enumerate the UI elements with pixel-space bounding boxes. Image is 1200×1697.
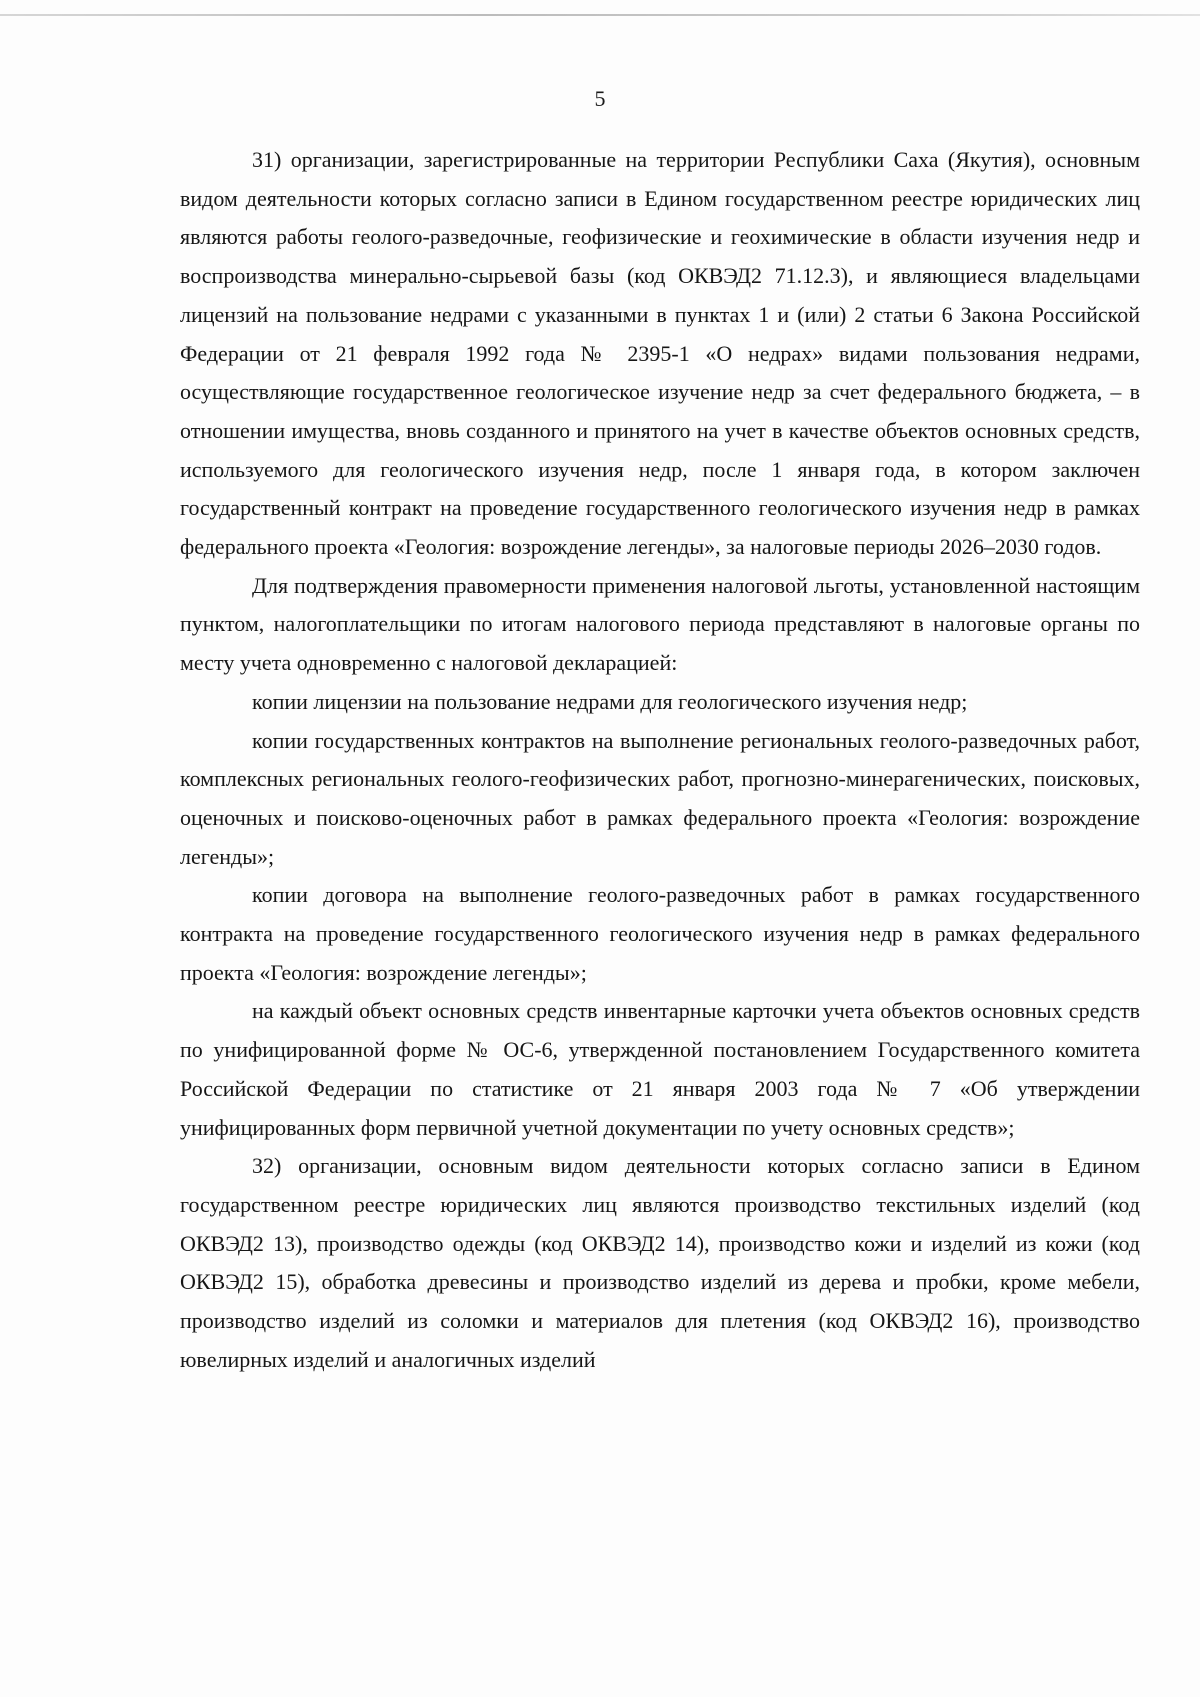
- paragraph-license-copies: копии лицензии на пользование недрами для геологического изучения недр;: [252, 688, 968, 714]
- paragraph-inventory-cards: на каждый объект основных средств инвентарные карточки учета объектов основных средств по унифицированной форме № ОС-6, утвержденной постановлением Государственного комитета Российской Федерации по статистике от 21 января 2003 года № 7 «Об утверждении унифицированных форм первичной учетной документации по учету основных средств»;: [180, 998, 1140, 1140]
- paragraph-confirmation: Для подтверждения правомерности применения налоговой льготы, установленной настоящим пунктом, налогоплательщики по итогам налогового периода представляют в налоговые органы по месту учета одновременно с налоговой декларацией:: [180, 572, 1140, 676]
- paragraph-contract-copies: копии государственных контрактов на выполнение региональных геолого-разведочных работ, комплексных региональных геолого-геофизических работ, прогнозно-минерагенических, поисковых, оценочных и поисково-оценочных работ в рамках федерального проекта «Геология: возрождение легенды»;: [180, 727, 1140, 869]
- paragraph-agreement-copies: копии договора на выполнение геолого-разведочных работ в рамках государственного контракта на проведение государственного геологического изучения недр в рамках федерального проекта «Геология: возрождение легенды»;: [180, 882, 1140, 985]
- paragraph-item-31: 31) организации, зарегистрированные на территории Республики Саха (Якутия), основным видом деятельности которых согласно записи в Едином государственном реестре юридических лиц являются работы геолого-разведочные, геофизические и геохимические в области изучения недр и воспроизводства минерально-сырьевой базы (код ОКВЭД2 71.12.3), и являющиеся владельцами лицензий на пользование недрами с указанными в пунктах 1 и (или) 2 статьи 6 Закона Российской Федерации от 21 февраля 1992 года № 2395-1 «О недрах» видами пользования недрами, осуществляющие государственное геологическое изучение недр за счет федерального бюджета, – в отношении имущества, вновь созданного и принятого на учет в качестве объектов основных средств, используемого для геологического изучения недр, после 1 января года, в котором заключен государственный контракт на проведение государственного геологического изучения недр в рамках федерального проекта «Геология: возрождение легенды», за налоговые периоды 2026–2030 годов.: [180, 147, 1140, 560]
- page-number: 5: [594, 86, 606, 111]
- scan-edge-line: [0, 14, 1200, 16]
- document-body: [180, 141, 1140, 1380]
- paragraph-item-32: 32) организации, основным видом деятельности которых согласно записи в Едином государственном реестре юридических лиц являются производство текстильных изделий (код ОКВЭД2 13), производство одежды (код ОКВЭД2 14), производство кожи и изделий из кожи (код ОКВЭД2 15), обработка древесины и производство изделий из дерева и пробки, кроме мебели, производство изделий из соломки и материалов для плетения (код ОКВЭД2 16), производство ювелирных изделий и аналогичных изделий: [180, 1153, 1140, 1372]
